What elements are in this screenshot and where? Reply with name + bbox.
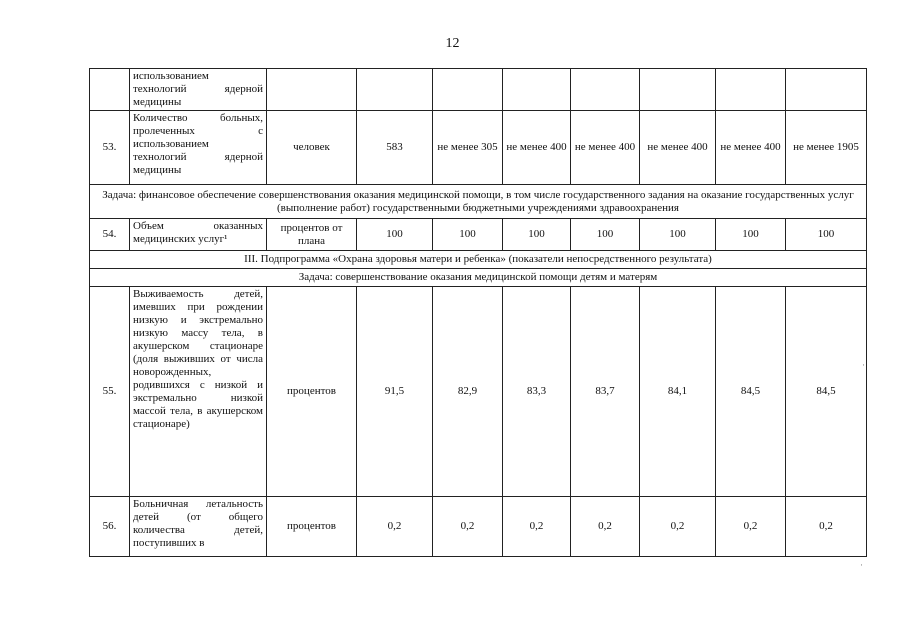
value-cell: не менее 1905 (786, 111, 867, 185)
value-cell: 100 (640, 219, 716, 251)
value-cell: 100 (786, 219, 867, 251)
page-number: 12 (445, 36, 460, 51)
table-row (90, 111, 867, 185)
section-row (90, 185, 867, 219)
row-number: 55. (90, 287, 130, 497)
value-cell: 84,5 (786, 287, 867, 497)
unit-cell: процентов (267, 287, 357, 497)
value-cell: не менее 305 (433, 111, 503, 185)
section-row (90, 269, 867, 287)
value-cell (640, 69, 716, 111)
value-cell: 0,2 (640, 497, 716, 557)
value-cell: 83,3 (503, 287, 571, 497)
section-heading: Задача: финансовое обеспечение совершенствования оказания медицинской помощи, в том числе государственного задания на оказание государственных услуг (выполнение работ) государственными бюджетными учреждениями здравоохранения (90, 185, 867, 219)
indicator-name: Объем оказанных медицинских услуг¹ (130, 219, 267, 251)
value-cell: 0,2 (433, 497, 503, 557)
row-number: 53. (90, 111, 130, 185)
indicator-name: использованием технологий ядерной медицины (130, 69, 267, 111)
scan-mark: · (862, 360, 865, 370)
unit-cell: человек (267, 111, 357, 185)
value-cell: 91,5 (357, 287, 433, 497)
value-cell (433, 69, 503, 111)
value-cell: не менее 400 (571, 111, 640, 185)
unit-cell: процентов от плана (267, 219, 357, 251)
table-row (90, 69, 867, 111)
value-cell (786, 69, 867, 111)
table-row (90, 287, 867, 497)
value-cell: не менее 400 (640, 111, 716, 185)
value-cell: 0,2 (357, 497, 433, 557)
value-cell: не менее 400 (503, 111, 571, 185)
value-cell: 84,5 (716, 287, 786, 497)
value-cell: 100 (357, 219, 433, 251)
value-cell: 100 (503, 219, 571, 251)
value-cell: 84,1 (640, 287, 716, 497)
value-cell (716, 69, 786, 111)
unit-cell: процентов (267, 497, 357, 557)
indicator-name: Выживаемость детей, имевших при рождении низкую и экстремально низкую массу тела, в акушерском стационаре (доля выживших от числа новорожденных, родившихся с низкой и экстремально низкой массой тела, в акушерском стационаре) (130, 287, 267, 497)
section-row (90, 251, 867, 269)
value-cell: не менее 400 (716, 111, 786, 185)
value-cell: 583 (357, 111, 433, 185)
section-heading: Задача: совершенствование оказания медицинской помощи детям и матерям (90, 269, 867, 287)
table-body (90, 69, 867, 557)
value-cell: 0,2 (571, 497, 640, 557)
row-number: 54. (90, 219, 130, 251)
scan-mark: · (860, 560, 863, 570)
value-cell (503, 69, 571, 111)
value-cell: 82,9 (433, 287, 503, 497)
value-cell: 83,7 (571, 287, 640, 497)
value-cell: 100 (716, 219, 786, 251)
table-row (90, 497, 867, 557)
indicator-name: Количество больных, пролеченных с использованием технологий ядерной медицины (130, 111, 267, 185)
table-row (90, 219, 867, 251)
value-cell: 0,2 (786, 497, 867, 557)
row-number: 56. (90, 497, 130, 557)
value-cell: 100 (571, 219, 640, 251)
value-cell: 0,2 (716, 497, 786, 557)
unit-cell (267, 69, 357, 111)
indicators-table (89, 68, 867, 557)
section-heading: III. Подпрограмма «Охрана здоровья матери и ребенка» (показатели непосредственного результата) (90, 251, 867, 269)
value-cell: 0,2 (503, 497, 571, 557)
indicator-name: Больничная летальность детей (от общего количества детей, поступивших в (130, 497, 267, 557)
row-number (90, 69, 130, 111)
value-cell (571, 69, 640, 111)
value-cell: 100 (433, 219, 503, 251)
value-cell (357, 69, 433, 111)
